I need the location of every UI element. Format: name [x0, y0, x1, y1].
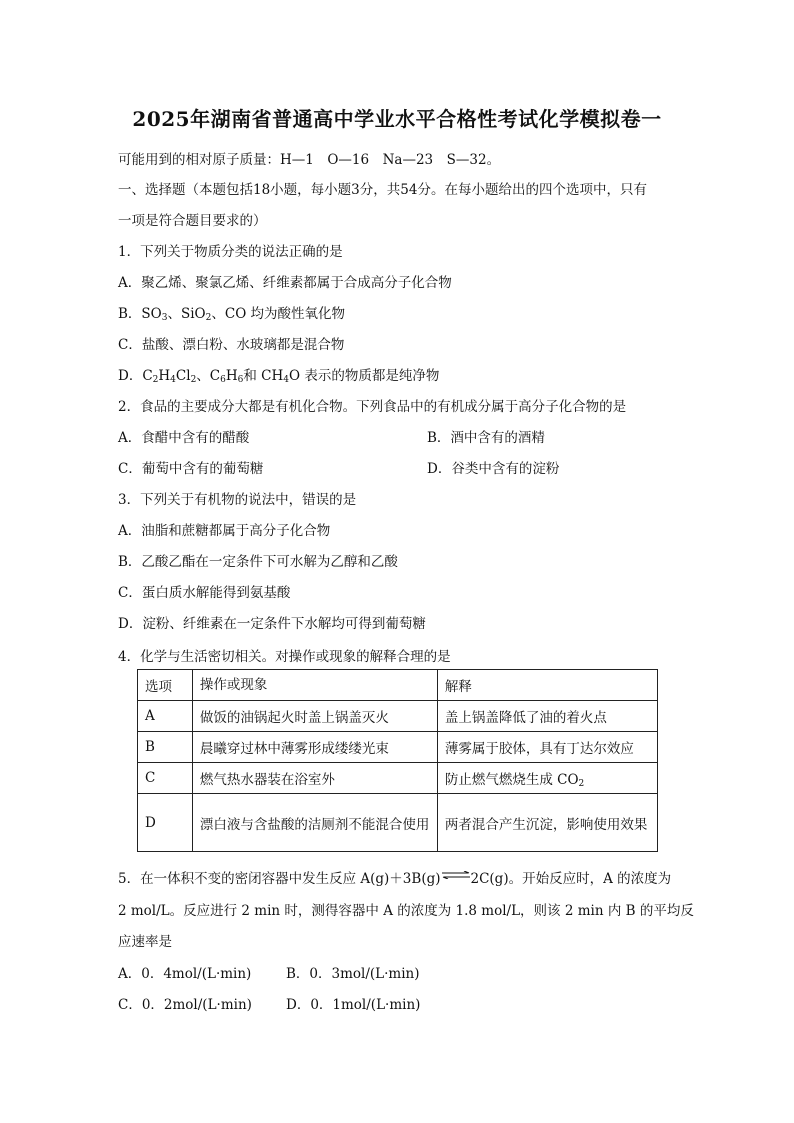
- q3-stem: 3．下列关于有机物的说法中，错误的是: [118, 492, 357, 508]
- header-operation: 操作或现象: [192, 670, 437, 701]
- q3-option-a: A．油脂和蔗糖都属于高分子化合物: [118, 523, 331, 539]
- q5-stem-line2: 2 mol/L。反应进行 2 min 时，测得容器中 A 的浓度为 1.8 mol/L，则该 2 min 内 B 的平均反: [118, 903, 694, 919]
- header-explanation: 解释: [437, 670, 657, 701]
- q2-option-a: A．食醋中含有的醋酸: [118, 430, 250, 446]
- section-heading-line1: 一、选择题（本题包括18小题，每小题3分，共54分。在每小题给出的四个选项中，只有: [118, 182, 647, 198]
- atomic-masses: 可能用到的相对原子质量：H—1 O—16 Na—23 S—32。: [118, 152, 501, 168]
- q1-stem: 1．下列关于物质分类的说法正确的是: [118, 244, 343, 260]
- q2-option-c: C．葡萄中含有的葡萄糖: [118, 461, 264, 477]
- header-option: 选项: [138, 670, 193, 701]
- q3-option-b: B．乙酸乙酯在一定条件下可水解为乙醇和乙酸: [118, 554, 398, 570]
- row-operation: 燃气热水器装在浴室外: [192, 763, 437, 794]
- q5-option-d: D．0．1mol/(L·min): [286, 997, 421, 1013]
- row-explanation: 薄雾属于胶体，具有丁达尔效应: [437, 732, 657, 763]
- q2-option-b: B．酒中含有的酒精: [427, 430, 545, 446]
- row-explanation: 两者混合产生沉淀，影响使用效果: [437, 794, 657, 852]
- q1-option-d: D．$C_2H_4Cl_2$、$C_6H_6$和 $CH_4O$ 表示的物质都是纯净物: [118, 368, 440, 385]
- q3-option-d: D．淀粉、纤维素在一定条件下水解均可得到葡萄糖: [118, 616, 426, 632]
- table-header-row: [138, 670, 658, 701]
- q4-table: [137, 669, 658, 852]
- row-option: B: [138, 732, 193, 763]
- table-row: [138, 732, 658, 763]
- q5-stem-line1: 5．在一体积不变的密闭容器中发生反应 A(g)＋3B(g) 2C(g)。开始反应时，A 的浓度为: [118, 867, 671, 887]
- row-operation: 晨曦穿过林中薄雾形成缕缕光束: [192, 732, 437, 763]
- q5-option-b: B．0．3mol/(L·min): [286, 966, 420, 982]
- row-explanation: 盖上锅盖降低了油的着火点: [437, 701, 657, 732]
- q5-option-a: A．0．4mol/(L·min): [118, 966, 252, 982]
- row-option: D: [138, 794, 193, 852]
- table-row: [138, 794, 658, 852]
- row-operation: 漂白液与含盐酸的洁厕剂不能混合使用: [192, 794, 437, 852]
- row-option: A: [138, 701, 193, 732]
- q5-option-c: C．0．2mol/(L·min): [118, 997, 252, 1013]
- row-explanation: 防止燃气燃烧生成 $CO_2$: [437, 763, 657, 794]
- q3-option-c: C．蛋白质水解能得到氨基酸: [118, 585, 291, 601]
- q1-option-a: A．聚乙烯、聚氯乙烯、纤维素都属于合成高分子化合物: [118, 275, 452, 291]
- page-title: 2025年湖南省普通高中学业水平合格性考试化学模拟卷一: [132, 107, 662, 131]
- q2-option-d: D．谷类中含有的淀粉: [427, 461, 560, 477]
- q2-stem: 2．食品的主要成分大都是有机化合物。下列食品中的有机成分属于高分子化合物的是: [118, 399, 627, 415]
- q5-stem-line3: 应速率是: [118, 934, 172, 950]
- row-option: C: [138, 763, 193, 794]
- reversible-arrow-icon: [441, 867, 471, 883]
- q1-option-b: B．$SO_3$、SiO$_2$、CO 均为酸性氧化物: [118, 306, 346, 323]
- table-row: [138, 763, 658, 794]
- q1-option-c: C．盐酸、漂白粉、水玻璃都是混合物: [118, 337, 345, 353]
- q4-stem: 4．化学与生活密切相关。对操作或现象的解释合理的是: [118, 649, 451, 665]
- table-row: [138, 701, 658, 732]
- section-heading-line2: 一项是符合题目要求的）: [118, 213, 267, 229]
- row-operation: 做饭的油锅起火时盖上锅盖灭火: [192, 701, 437, 732]
